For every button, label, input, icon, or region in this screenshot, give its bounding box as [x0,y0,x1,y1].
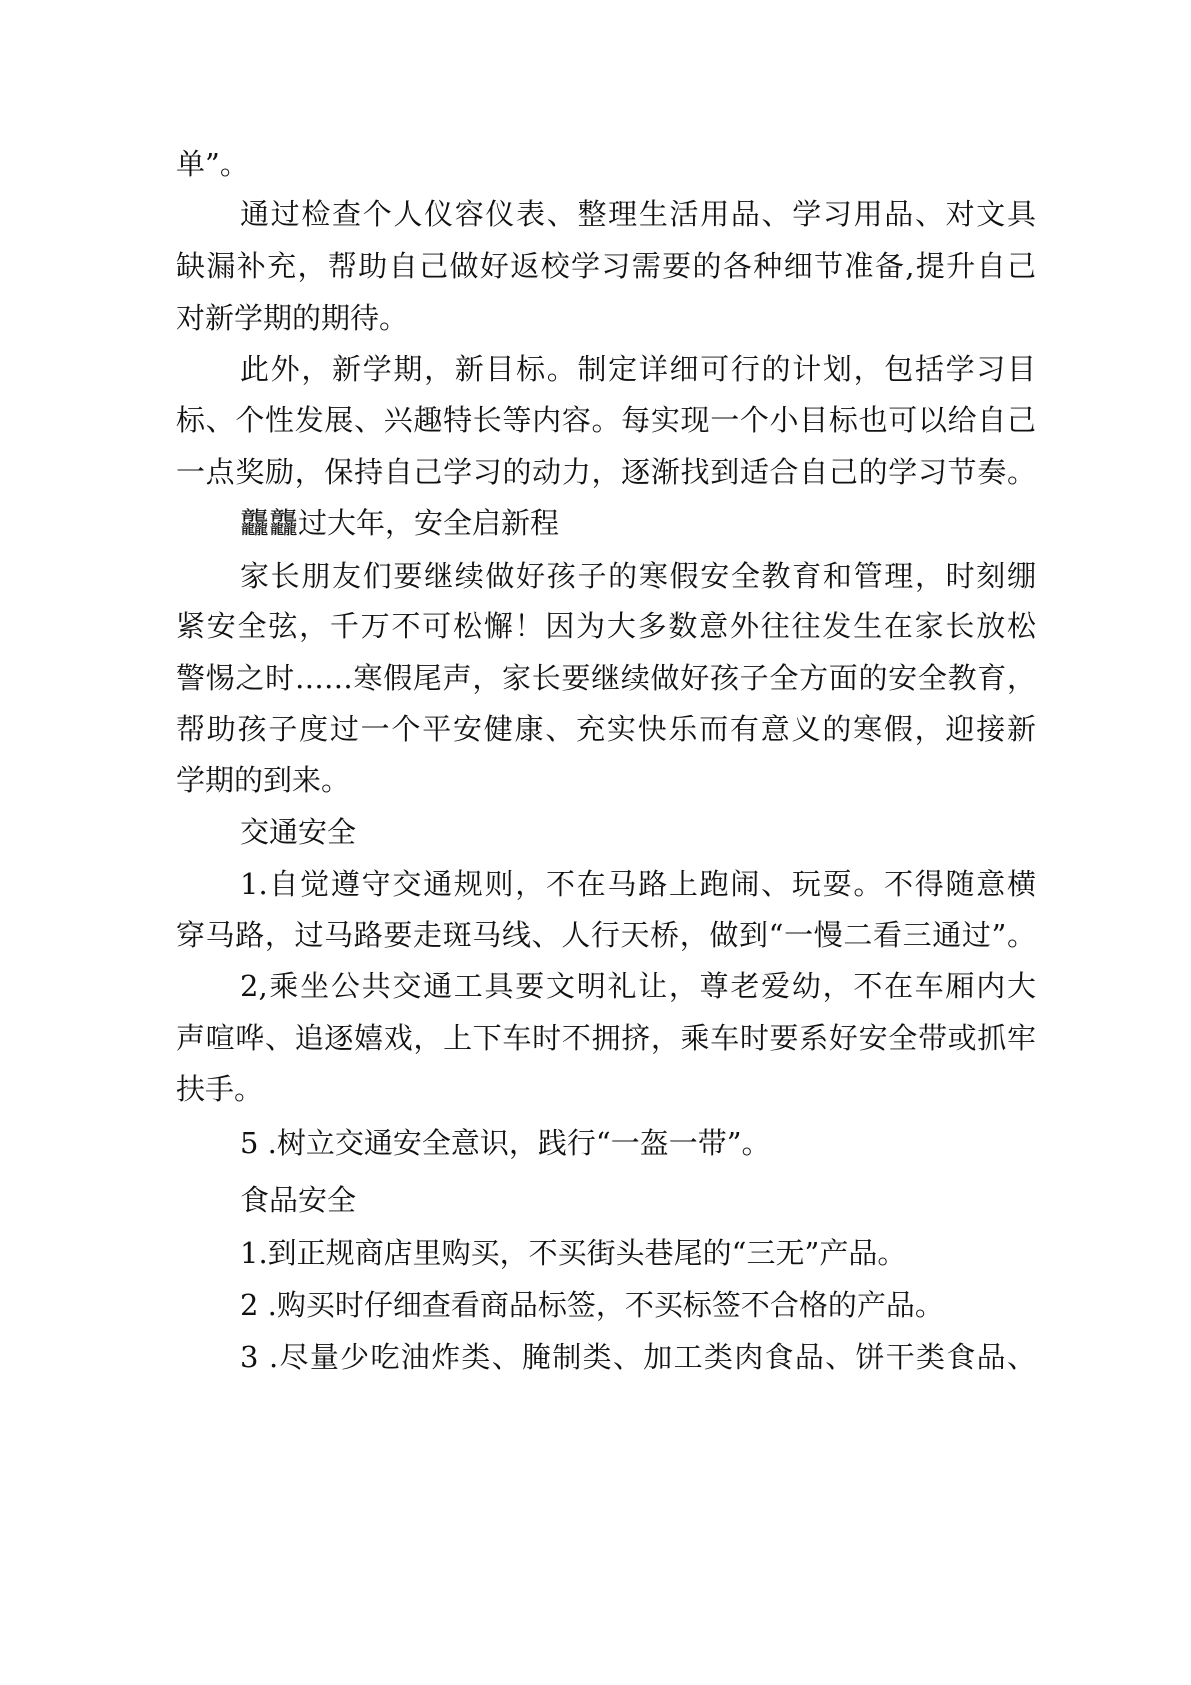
text-line-22: 1.到正规商店里购买，不买街头巷尾的“三无”产品。 [240,1236,907,1270]
text-line-7: 一点奖励，保持自己学习的动力，逐渐找到适合自己的学习节奏。 [176,455,1036,489]
text-line-2: 通过检查个人仪容仪表、整理生活用品、学习用品、对文具 [240,197,1036,231]
text-line-1: 单”。 [176,147,249,181]
section-heading-safety: 龘龘过大年，安全启新程 [240,506,560,540]
text-line-20: 5 .树立交通安全意识，践行“一盔一带”。 [240,1126,771,1160]
section-heading-traffic: 交通安全 [240,815,357,849]
text-line-19: 扶手。 [176,1072,264,1106]
section-heading-food: 食品安全 [240,1183,357,1217]
text-line-3: 缺漏补充，帮助自己做好返校学习需要的各种细节准备,提升自己 [176,249,1036,283]
text-line-18: 声喧哗、追逐嬉戏，上下车时不拥挤，乘车时要系好安全带或抓牢 [176,1021,1036,1055]
text-line-24: 3 .尽量少吃油炸类、腌制类、加工类肉食品、饼干类食品、 [240,1340,1036,1374]
text-line-17: 2,乘坐公共交通工具要文明礼让，尊老爱幼，不在车厢内大 [240,969,1036,1003]
text-line-6: 标、个性发展、兴趣特长等内容。每实现一个小目标也可以给自己 [176,403,1036,437]
text-line-5: 此外，新学期，新目标。制定详细可行的计划，包括学习目 [240,352,1036,386]
text-line-11: 警惕之时……寒假尾声，家长要继续做好孩子全方面的安全教育， [176,661,1036,695]
text-line-16: 穿马路，过马路要走斑马线、人行天桥，做到“一慢二看三通过”。 [176,918,1036,952]
text-line-13: 学期的到来。 [176,763,351,797]
text-line-23: 2 .购买时仔细查看商品标签，不买标签不合格的产品。 [240,1288,944,1322]
text-line-15: 1.自觉遵守交通规则，不在马路上跑闹、玩耍。不得随意横 [240,867,1036,901]
text-line-4: 对新学期的期待。 [176,301,409,335]
text-line-10: 紧安全弦，千万不可松懈！因为大多数意外往往发生在家长放松 [176,609,1036,643]
text-line-9: 家长朋友们要继续做好孩子的寒假安全教育和管理，时刻绷 [240,559,1036,593]
text-line-12: 帮助孩子度过一个平安健康、充实快乐而有意义的寒假，迎接新 [176,712,1036,746]
